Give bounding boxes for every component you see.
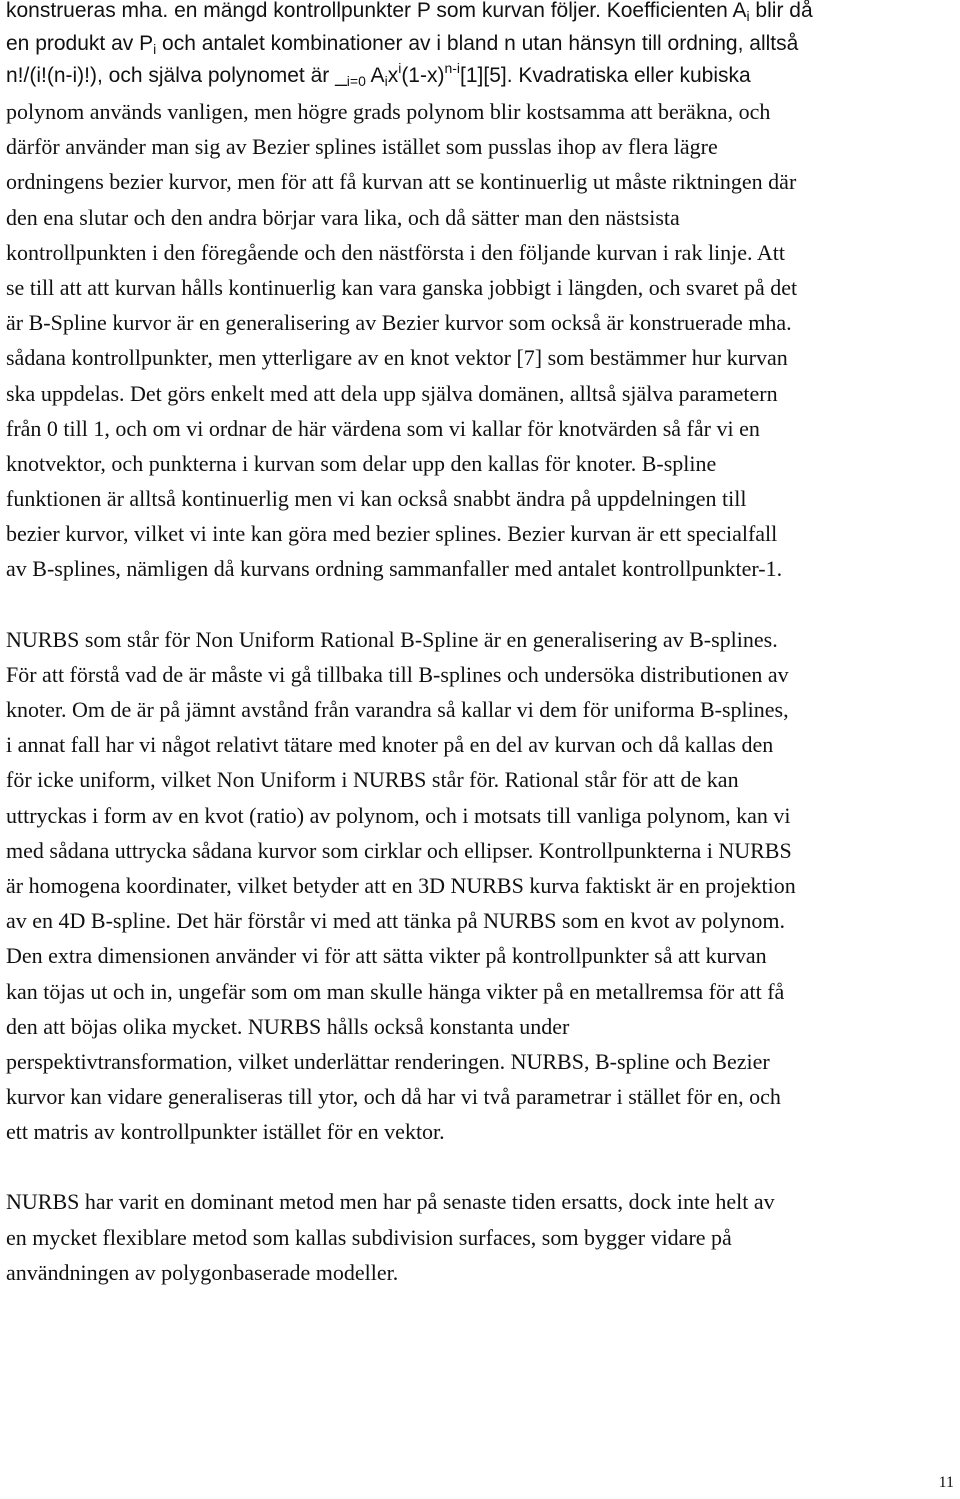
- text-line: knotvektor, och punkterna i kurvan som delar upp den kallas för knoter. B-spline: [6, 450, 717, 476]
- superscript: n-i: [444, 60, 461, 76]
- text-line: kan töjas ut och in, ungefär som om man skulle hänga vikter på en metallremsa för att få: [6, 978, 785, 1004]
- text-line: se till att att kurvan hålls kontinuerlig kan vara ganska jobbigt i längden, och svaret på det: [6, 274, 798, 300]
- text-line: För att förstå vad de är måste vi gå tillbaka till B-splines och undersöka distributionen av: [6, 661, 789, 687]
- text-line: därför använder man sig av Bezier splines istället som pusslas ihop av flera lägre: [6, 134, 718, 160]
- text-line: en mycket flexiblare metod som kallas subdivision surfaces, som bygger vidare på: [6, 1224, 732, 1250]
- text-line: NURBS som står för Non Uniform Rational B-Spline är en generalisering av B-splines.: [6, 626, 778, 652]
- text-line-content: n!/(i!(n-i)!), och själva polynomet är _: [6, 64, 347, 87]
- page-number: 11: [938, 1474, 954, 1491]
- text-line: sådana kontrollpunkter, men ytterligare av en knot vektor [7] som bestämmer hur kurvan: [6, 345, 788, 371]
- text-line: ordningens bezier kurvor, men för att få kurvan att se kontinuerlig ut måste riktningen där: [6, 169, 797, 195]
- text-line: är B-Spline kurvor är en generalisering av Bezier kurvor som också är konstruerade mha.: [6, 310, 792, 336]
- text-line: [6, 30, 956, 58]
- text-line: är homogena koordinater, vilket betyder att en 3D NURBS kurva faktiskt är en projektion: [6, 872, 796, 898]
- text-line: med sådana uttrycka sådana kurvor som cirklar och ellipser. Kontrollpunkterna i NURBS: [6, 837, 792, 863]
- text-line-content: och antalet kombinationer av i bland n utan hänsyn till ordning, alltså: [156, 32, 799, 55]
- document-page: [6, 0, 956, 1290]
- text-line-content: A: [365, 64, 385, 87]
- text-line-content: [1][5]. Kvadratiska eller kubiska: [460, 64, 751, 87]
- text-line: den att böjas olika mycket. NURBS hålls också konstanta under: [6, 1013, 570, 1039]
- text-line: [6, 0, 956, 30]
- subscript: i=0: [346, 73, 366, 89]
- text-line: i annat fall har vi något relativt tätare med knoter på en del av kurvan och då kallas den: [6, 732, 774, 758]
- text-line: för icke uniform, vilket Non Uniform i NURBS står för. Rational står för att de kan: [6, 767, 739, 793]
- paragraph-subdivision: [6, 1184, 956, 1290]
- text-line-content: blir då: [749, 0, 813, 22]
- text-line: [6, 58, 956, 94]
- text-line-content: en produkt av P: [6, 32, 154, 55]
- text-line: polynom används vanligen, men högre grads polynom blir kostsamma att beräkna, och: [6, 99, 771, 124]
- text-line: av B-splines, nämligen då kurvans ordning sammanfaller med antalet kontrollpunkter-1.: [6, 556, 783, 582]
- text-line: Den extra dimensionen använder vi för att sätta vikter på kontrollpunkter så att kurvan: [6, 943, 767, 969]
- paragraph-bezier-bspline: [6, 0, 956, 587]
- text-line-content: (1-x): [401, 64, 445, 87]
- text-line: bezier kurvor, vilket vi inte kan göra med bezier splines. Bezier kurvan är ett specialfall: [6, 521, 778, 547]
- text-line: den ena slutar och den andra börjar vara lika, och då sätter man den nästsista: [6, 204, 680, 230]
- text-line-content: konstrueras mha. en mängd kontrollpunkter P som kurvan följer. Koefficienten A: [6, 0, 747, 22]
- subscript: i: [384, 73, 388, 89]
- superscript: i: [398, 60, 402, 76]
- text-line: från 0 till 1, och om vi ordnar de här värdena som vi kallar för knotvärden så får vi en: [6, 415, 760, 441]
- paragraph-nurbs: [6, 622, 956, 1150]
- text-line: uttryckas i form av en kvot (ratio) av polynom, och i motsats till vanliga polynom, kan vi: [6, 802, 791, 828]
- text-line: perspektivtransformation, vilket underlättar renderingen. NURBS, B-spline och Bezier: [6, 1048, 770, 1074]
- text-line: funktionen är alltså kontinuerlig men vi kan också snabbt ändra på uppdelningen till: [6, 486, 747, 512]
- text-line: användningen av polygonbaserade modeller.: [6, 1259, 399, 1285]
- text-line: ett matris av kontrollpunkter istället för en vektor.: [6, 1119, 445, 1145]
- text-line-content: x: [387, 64, 399, 87]
- text-line: av en 4D B-spline. Det här förstår vi med att tänka på NURBS som en kvot av polynom.: [6, 908, 786, 934]
- subscript: i: [746, 8, 750, 24]
- text-line: kontrollpunkten i den föregående och den nästförsta i den följande kurvan i rak linje. Att: [6, 239, 785, 265]
- text-line: knoter. Om de är på jämnt avstånd från varandra så kallar vi dem för uniforma B-splines,: [6, 697, 789, 722]
- text-line: NURBS har varit en dominant metod men har på senaste tiden ersatts, dock inte helt av: [6, 1189, 775, 1215]
- text-line: kurvor kan vidare generaliseras till ytor, och då har vi två parametrar i stället för en, och: [6, 1084, 781, 1110]
- subscript: i: [153, 41, 157, 57]
- text-line: ska uppdelas. Det görs enkelt med att dela upp själva domänen, alltså själva parametern: [6, 380, 778, 406]
